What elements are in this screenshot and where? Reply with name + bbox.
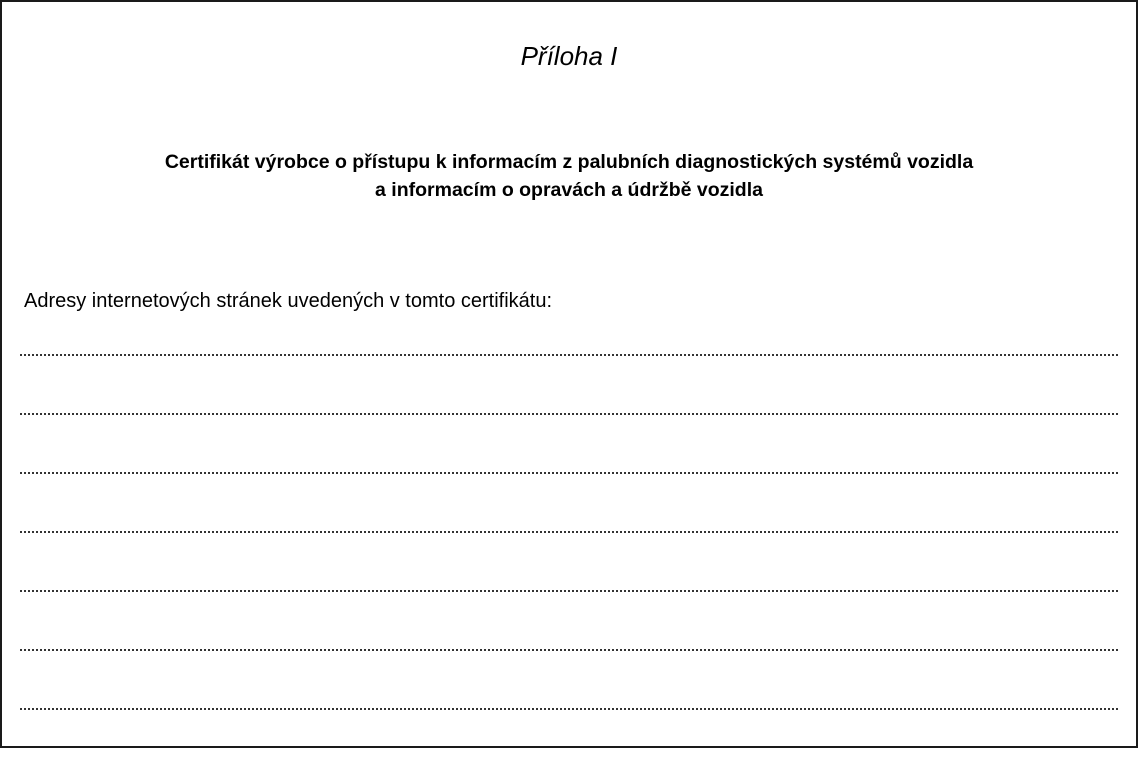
address-fill-line <box>20 354 1118 356</box>
website-addresses-label: Adresy internetových stránek uvedených v tomto certifikátu: <box>24 290 553 312</box>
certificate-heading <box>2 148 1136 204</box>
address-fill-line <box>20 708 1118 710</box>
address-fill-line <box>20 649 1118 651</box>
certificate-heading-line-2: a informacím o opravách a údržbě vozidla <box>375 179 763 201</box>
address-fill-lines <box>20 354 1118 767</box>
address-fill-line <box>20 413 1118 415</box>
address-fill-line <box>20 590 1118 592</box>
address-fill-line <box>20 472 1118 474</box>
address-fill-line <box>20 531 1118 533</box>
annex-title: Příloha I <box>520 41 618 71</box>
certificate-heading-line-1: Certifikát výrobce o přístupu k informacím z palubních diagnostických systémů vozidla <box>164 151 974 173</box>
